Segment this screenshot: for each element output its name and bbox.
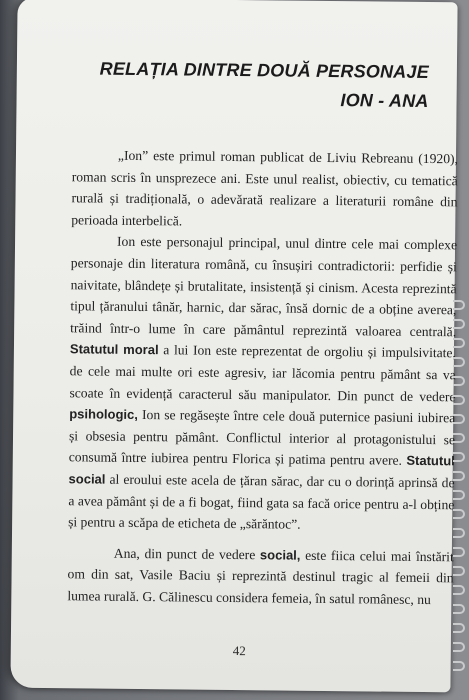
text-run: a lui Ion este reprezentat de orgoliu și impulsivitate, de cele mai multe ori este agresiv, iar lăcomia pentru pământ sa va scoate în evidență caracterul său manipulator. Din punct de vedere <box>69 342 456 404</box>
text-run: este fiica celui mai înstărit om din sat, Vasile Baciu și reprezintă destinul tragic al femeii din lumea rurală. G. Călinescu considera femeia, în satul românesc, nu <box>67 547 454 607</box>
spiral-ring <box>453 566 465 576</box>
spiral-ring <box>453 661 465 671</box>
spiral-ring <box>453 509 465 519</box>
spiral-ring <box>453 338 465 348</box>
paragraph <box>68 231 457 537</box>
spiral-ring <box>453 433 465 443</box>
spiral-ring <box>453 528 465 538</box>
text-run: Ion se regăsește între cele două puternice pasiuni iubirea și obsesia pentru pământ. Conflictul interior al protagonistului se consumă între iubirea pentru Florica și patima pentru avere. <box>68 407 456 469</box>
spiral-ring <box>453 585 465 595</box>
text-run: al eroului este acela de țăran sărac, dar cu o dorință aprinsă de a avea pământ și de a fi bogat, fiind gata sa facă orice pentru a-l obține și pentru a scăpa de eticheta de „sărăntoc”. <box>68 471 455 532</box>
bold-term: psihologic, <box>69 406 138 423</box>
spiral-ring <box>453 414 465 424</box>
spiral-ring <box>453 395 465 405</box>
spiral-ring <box>453 642 465 652</box>
spiral-ring <box>453 357 465 367</box>
spiral-ring <box>453 490 465 500</box>
spiral-ring <box>453 547 465 557</box>
spiral-ring <box>453 376 465 386</box>
spiral-ring <box>453 471 465 481</box>
spiral-ring <box>453 623 465 633</box>
spiral-binding <box>453 300 467 700</box>
paragraph <box>71 144 458 234</box>
page-title-line-2: ION - ANA <box>340 90 429 112</box>
paragraph <box>67 542 454 611</box>
page-number: 42 <box>232 643 246 659</box>
bold-term: Statutul social <box>68 453 455 487</box>
spiral-ring <box>453 604 465 614</box>
text-run: Ana, din punct de vedere <box>113 545 261 562</box>
page-title-line-1: RELAȚIA DINTRE DOUĂ PERSONAJE <box>99 58 429 83</box>
spiral-ring <box>453 319 465 329</box>
book-page <box>10 0 457 692</box>
bold-term: social, <box>259 546 301 563</box>
text-run: „Ion” este primul roman publicat de Liviu Rebreanu (1920), roman scris în unsprezece ani. Este unul realist, obiectiv, cu tematică rurală și tradițională, o adevărată realizare a literaturii române din perioada interbelică. <box>71 147 459 229</box>
spiral-ring <box>453 452 465 462</box>
spiral-ring <box>453 300 465 310</box>
text-run: Ion este personajul principal, unul dintre cele mai complexe personaje din literatura română, cu însușiri contradictorii: perfidie și naivitate, blândețe și brutalitate, insistență și cinism. Acesta reprezintă tipul țăranului tânăr, harnic, dar sărac, însă dornic de a obține averea, trăind într-o lume în care pământul reprezintă valoarea centrală. <box>70 234 458 340</box>
bold-term: Statutul moral <box>69 341 159 358</box>
body-text <box>67 144 458 610</box>
